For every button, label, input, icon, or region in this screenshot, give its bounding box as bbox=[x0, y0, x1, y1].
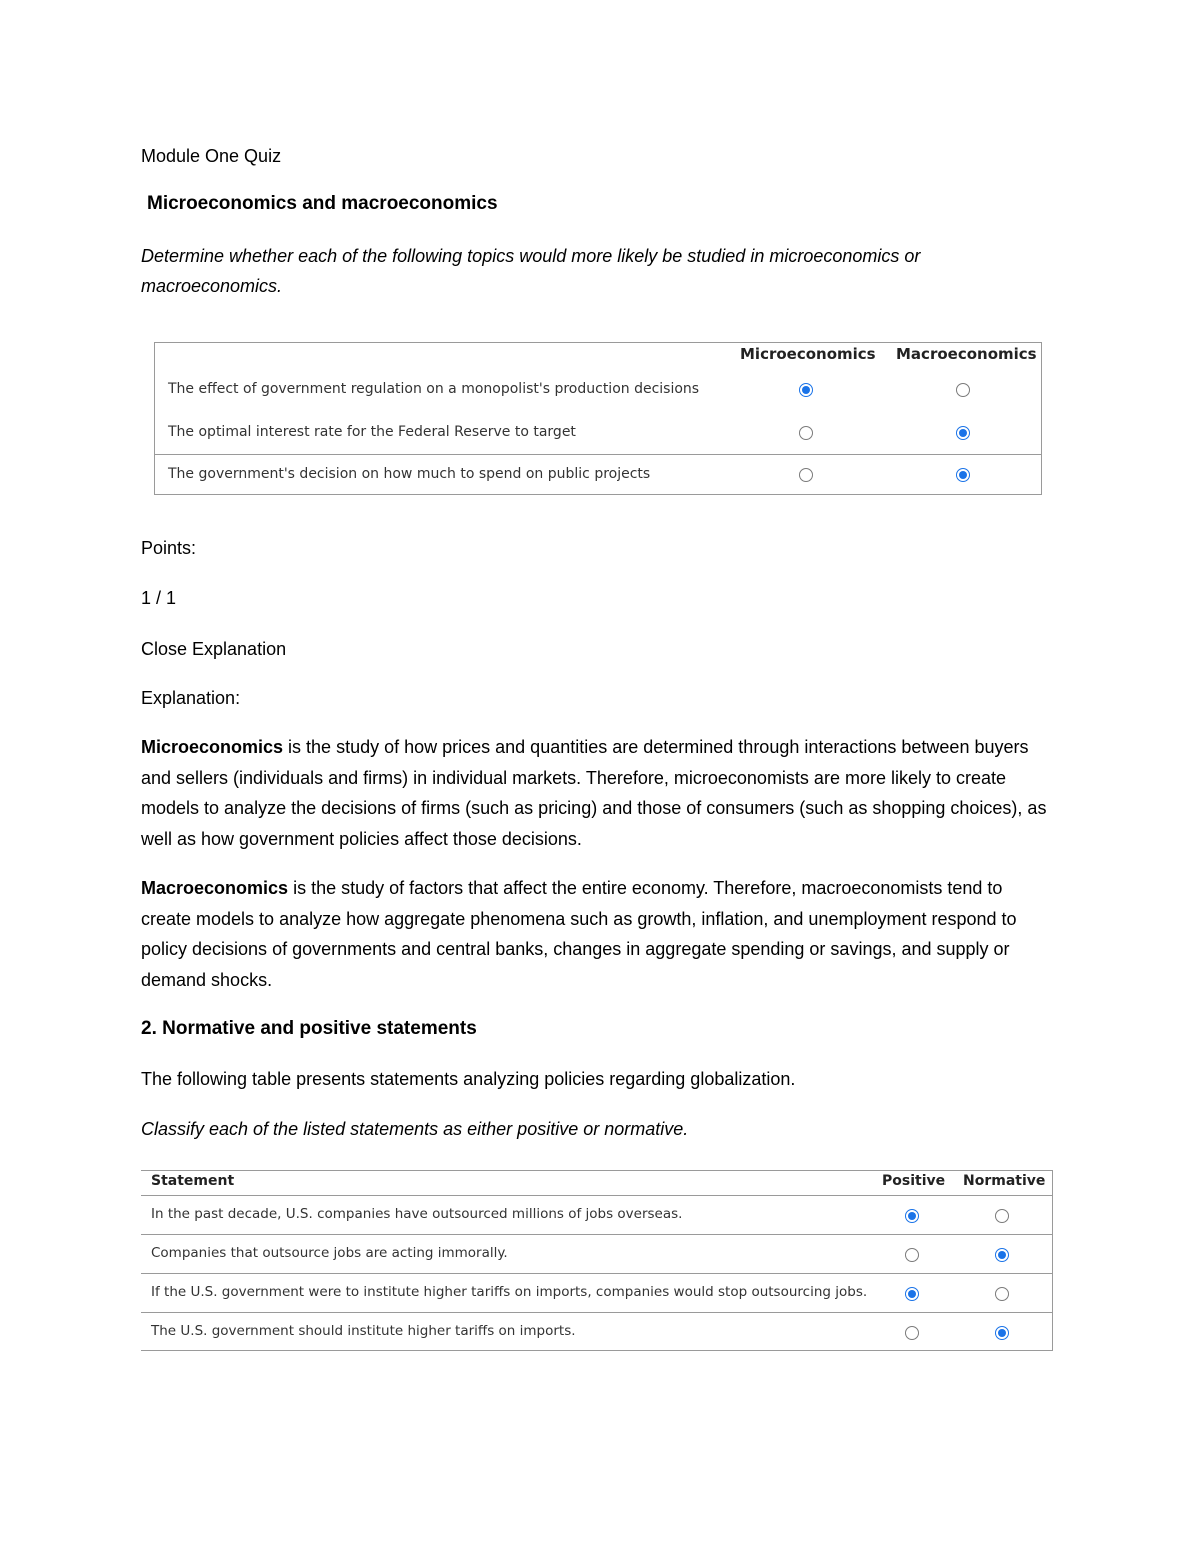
column-header-micro: Microeconomics bbox=[740, 345, 876, 363]
question-2-intro: The following table presents statements analyzing policies regarding globalization. bbox=[141, 1069, 796, 1089]
table-row bbox=[155, 369, 1041, 411]
question-1-instruction-line2: macroeconomics. bbox=[141, 276, 283, 296]
topic-label: The government's decision on how much to spend on public projects bbox=[168, 466, 651, 482]
question-2-title: 2. Normative and positive statements bbox=[141, 1018, 477, 1039]
column-header-statement: Statement bbox=[151, 1173, 235, 1189]
question-1-title: Microeconomics and macroeconomics bbox=[147, 193, 498, 214]
radio-normative[interactable] bbox=[995, 1248, 1009, 1262]
radio-positive[interactable] bbox=[905, 1209, 919, 1223]
statement-label: In the past decade, U.S. companies have outsourced millions of jobs overseas. bbox=[151, 1206, 683, 1222]
radio-micro[interactable] bbox=[799, 468, 813, 482]
macro-text: is the study of factors that affect the entire economy. Therefore, macroeconomists tend to create models to analyze how aggregate phenomena such as growth, inflation, and unemployment respond to policy decisions of governments and central banks, changes in aggregate spending or savings, and supply or demand shocks. bbox=[141, 878, 1017, 990]
radio-normative[interactable] bbox=[995, 1326, 1009, 1340]
micro-macro-table bbox=[154, 342, 1042, 495]
statement-label: Companies that outsource jobs are acting immorally. bbox=[151, 1245, 508, 1261]
close-explanation-link[interactable]: Close Explanation bbox=[141, 639, 287, 659]
explanation-label: Explanation: bbox=[141, 688, 241, 708]
topic-label: The effect of government regulation on a monopolist's production decisions bbox=[168, 381, 700, 397]
topic-label: The optimal interest rate for the Federal Reserve to target bbox=[168, 424, 576, 440]
question-2-instruction: Classify each of the listed statements as either positive or normative. bbox=[141, 1119, 689, 1139]
radio-positive[interactable] bbox=[905, 1287, 919, 1301]
radio-positive[interactable] bbox=[905, 1326, 919, 1340]
table-row bbox=[155, 454, 1041, 496]
micro-term: Microeconomics bbox=[141, 737, 284, 757]
doc-title: Module One Quiz bbox=[141, 146, 282, 166]
table-row bbox=[141, 1273, 1052, 1311]
radio-normative[interactable] bbox=[995, 1287, 1009, 1301]
radio-micro[interactable] bbox=[799, 426, 813, 440]
table-row bbox=[141, 1234, 1052, 1272]
radio-macro[interactable] bbox=[956, 383, 970, 397]
radio-macro[interactable] bbox=[956, 426, 970, 440]
macro-term: Macroeconomics bbox=[141, 878, 289, 898]
radio-positive[interactable] bbox=[905, 1248, 919, 1262]
micro-explanation bbox=[141, 732, 1056, 854]
table-row bbox=[141, 1312, 1052, 1350]
question-1-instruction: Determine whether each of the following topics would more likely be studied in microeconomics or bbox=[141, 246, 921, 266]
statement-label: The U.S. government should institute higher tariffs on imports. bbox=[151, 1323, 576, 1339]
radio-micro[interactable] bbox=[799, 383, 813, 397]
micro-text: is the study of how prices and quantities are determined through interactions between buyers and sellers (individuals and firms) in individual markets. Therefore, microeconomists are more likely to create models to analyze the decisions of firms (such as pricing) and those of consumers (such as shopping choices), as well as how government policies affect those decisions. bbox=[141, 737, 1047, 849]
table-row bbox=[141, 1195, 1052, 1233]
score-value: 1 / 1 bbox=[141, 588, 177, 608]
column-header-normative: Normative bbox=[963, 1173, 1046, 1189]
points-label: Points: bbox=[141, 538, 197, 558]
table-row bbox=[155, 412, 1041, 454]
macro-explanation bbox=[141, 873, 1056, 995]
positive-normative-table bbox=[141, 1170, 1053, 1351]
statement-label: If the U.S. government were to institute higher tariffs on imports, companies would stop outsourcing jobs. bbox=[151, 1284, 868, 1300]
column-header-macro: Macroeconomics bbox=[896, 345, 1037, 363]
radio-normative[interactable] bbox=[995, 1209, 1009, 1223]
column-header-positive: Positive bbox=[882, 1173, 946, 1189]
radio-macro[interactable] bbox=[956, 468, 970, 482]
